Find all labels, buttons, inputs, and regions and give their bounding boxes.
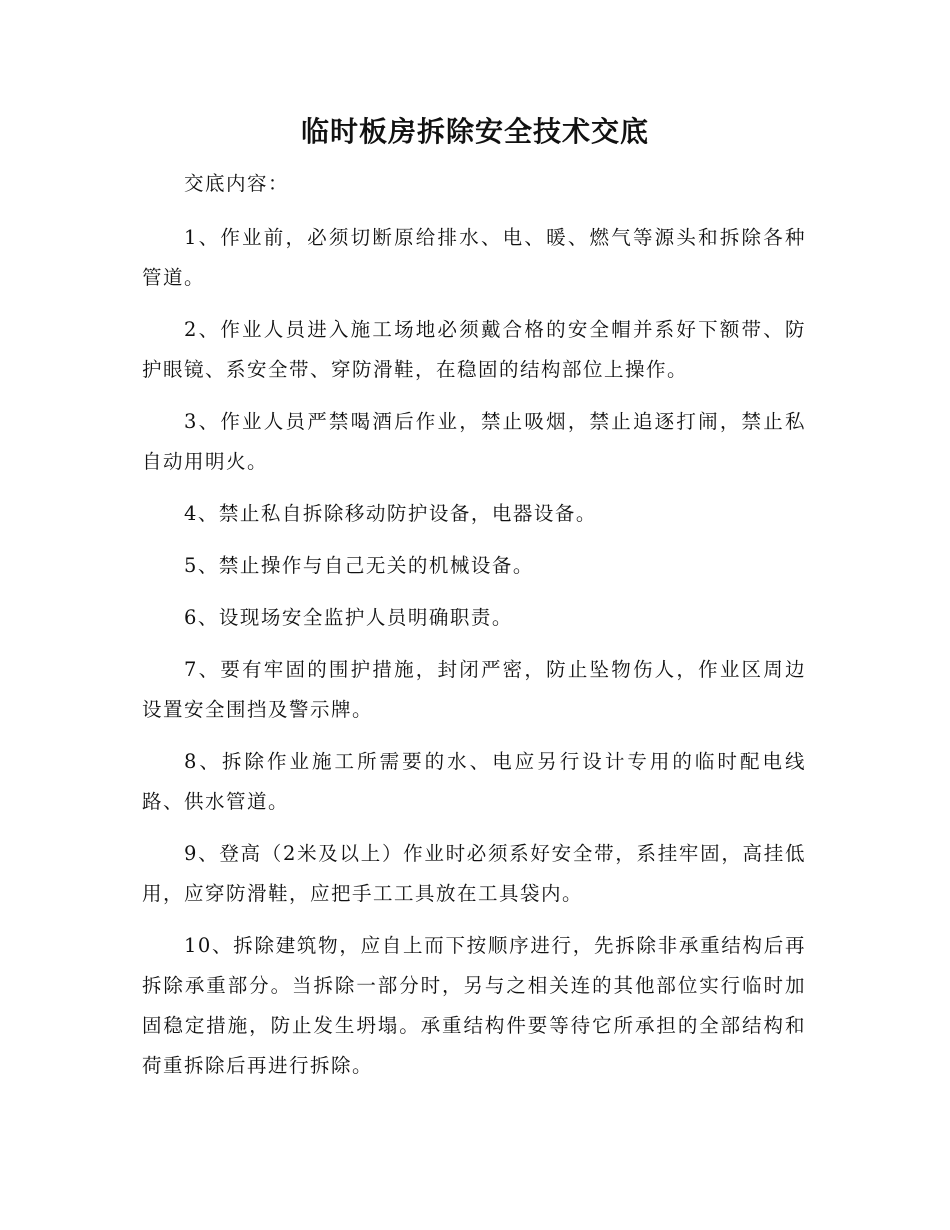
item-paragraph-8: 8、拆除作业施工所需要的水、电应另行设计专用的临时配电线路、供水管道。 <box>142 750 806 813</box>
item-paragraph-2: 2、作业人员进入施工场地必须戴合格的安全帽并系好下额带、防护眼镜、系安全带、穿防滑鞋，在稳固的结构部位上操作。 <box>142 318 806 381</box>
item-paragraph-6: 6、设现场安全监护人员明确职责。 <box>184 606 513 629</box>
item-paragraph-5: 5、禁止操作与自己无关的机械设备。 <box>184 554 534 577</box>
item-paragraph-3: 3、作业人员严禁喝酒后作业，禁止吸烟，禁止追逐打闹，禁止私自动用明火。 <box>142 410 806 473</box>
item-paragraph-10: 10、拆除建筑物，应自上而下按顺序进行，先拆除非承重结构后再拆除承重部分。当拆除一部分时，另与之相关连的其他部位实行临时加固稳定措施，防止发生坍塌。承重结构件要等待它所承担的全部结构和荷重拆除后再进行拆除。 <box>142 934 806 1077</box>
item-paragraph-1: 1、作业前，必须切断原给排水、电、暖、燃气等源头和拆除各种管道。 <box>142 226 806 289</box>
item-paragraph-9: 9、登高（2米及以上）作业时必须系好安全带，系挂牢固，高挂低用，应穿防滑鞋，应把手工工具放在工具袋内。 <box>142 842 806 905</box>
document-body <box>142 164 806 1098</box>
intro-paragraph: 交底内容： <box>184 172 290 195</box>
item-paragraph-7: 7、要有牢固的围护措施，封闭严密，防止坠物伤人，作业区周边设置安全围挡及警示牌。 <box>142 658 806 721</box>
document-title: 临时板房拆除安全技术交底 <box>300 115 649 148</box>
item-paragraph-4: 4、禁止私自拆除移动防护设备，电器设备。 <box>184 502 597 525</box>
